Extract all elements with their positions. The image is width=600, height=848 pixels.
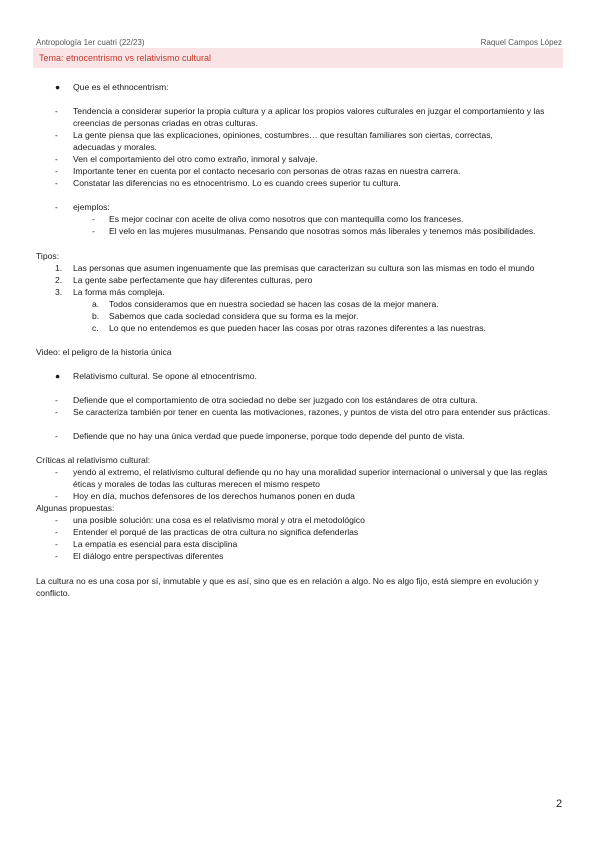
dash-marker: - xyxy=(55,527,58,537)
topic-banner: Tema: etnocentrismo vs relativismo cultural xyxy=(33,48,563,68)
conclusion-paragraph: La cultura no es una cosa por sí, inmutable y que es así, sino que es en relación a algo. No es algo fijo, está siempre en evolución y conflicto. xyxy=(36,576,539,598)
critica-item: Hoy en día, muchos defensores de los derechos humanos ponen en duda xyxy=(73,491,355,501)
page-number: 2 xyxy=(556,798,563,810)
propuesta-item: una posible solución: una cosa es el relativismo moral y otra el metodológico xyxy=(73,515,365,525)
subtipo-item: Todos consideramos que en nuestra sociedad se hacen las cosas de la mejor manera. xyxy=(109,299,439,309)
tipos-heading: Tipos: xyxy=(36,251,60,261)
critica-item: yendo al extremo, el relativismo cultural defiende qu no hay una moralidad superior internacional o universal y que las reglas éticas y morales de todas las culturas merecen el mismo respeto xyxy=(73,467,548,489)
relativismo-item: Defiende que no hay una única verdad que puede imponerse, porque todo depende del punto de vista. xyxy=(73,431,465,441)
header-author: Raquel Campos López xyxy=(480,38,562,47)
dash-marker: - xyxy=(55,467,58,477)
example-item: Es mejor cocinar con aceite de oliva como nosotros que con mantequilla como los franceses. xyxy=(109,214,464,224)
bullet-dot: ● xyxy=(55,82,61,92)
question-heading: Que es el ethnocentrism: xyxy=(73,82,169,92)
propuesta-item: Entender el porqué de las practicas de otra cultura no significa defenderlas xyxy=(73,527,359,537)
propuesta-item: La empatía es esencial para esta disciplina xyxy=(73,539,238,549)
definition-item: La gente piensa que las explicaciones, opiniones, costumbres… que resultan familiares son ciertas, correctas, adecuadas y morales. xyxy=(73,130,493,152)
example-item: El velo en las mujeres musulmanas. Pensando que nosotras somos más liberales y tenemos más posibilidades. xyxy=(109,226,536,236)
definition-item: Constatar las diferencias no es etnocentrismo. Lo es cuando crees superior tu cultura. xyxy=(73,178,401,188)
subtipo-item: Sabemos que cada sociedad considera que su forma es la mejor. xyxy=(109,311,359,321)
definition-item: Tendencia a considerar superior la propia cultura y a aplicar los propios valores culturales en juzgar el comportamiento y las creencias de personas criadas en otras culturas. xyxy=(73,106,545,128)
list-letter: c. xyxy=(92,323,99,333)
list-letter: b. xyxy=(92,311,100,321)
list-number: 2. xyxy=(55,275,63,285)
propuestas-heading: Algunas propuestas: xyxy=(36,503,115,513)
dash-marker: - xyxy=(55,202,58,212)
definition-item: Ven el comportamiento del otro como extraño, inmoral y salvaje. xyxy=(73,154,318,164)
dash-marker: - xyxy=(55,395,58,405)
criticas-heading: Críticas al relativismo cultural: xyxy=(36,455,151,465)
dash-marker: - xyxy=(92,226,95,236)
tipo-item: Las personas que asumen ingenuamente que las premisas que caracterizan su cultura son las mismas en todo el mundo xyxy=(73,263,535,273)
relativismo-item: Se caracteriza también por tener en cuenta las motivaciones, razones, y puntos de vista del otro para entender sus prácticas. xyxy=(73,407,551,417)
dash-marker: - xyxy=(55,491,58,501)
dash-marker: - xyxy=(55,551,58,561)
dash-marker: - xyxy=(55,106,58,116)
dash-marker: - xyxy=(55,178,58,188)
bullet-dot: ● xyxy=(55,371,61,381)
dash-marker: - xyxy=(55,130,58,140)
dash-marker: - xyxy=(55,166,58,176)
dash-marker: - xyxy=(55,539,58,549)
dash-marker: - xyxy=(55,431,58,441)
tipo-item: La gente sabe perfectamente que hay diferentes culturas, pero xyxy=(73,275,313,285)
dash-marker: - xyxy=(55,407,58,417)
examples-label: ejemplos: xyxy=(73,202,110,212)
list-number: 1. xyxy=(55,263,63,273)
tipo-item: La forma más compleja. xyxy=(73,287,165,297)
dash-marker: - xyxy=(55,154,58,164)
propuesta-item: El diálogo entre perspectivas diferentes xyxy=(73,551,224,561)
relativismo-heading: Relativismo cultural. Se opone al etnocentrismo. xyxy=(73,371,257,381)
subtipo-item: Lo que no entendemos es que pueden hacer las cosas por otras razones diferentes a las nuestras. xyxy=(109,323,486,333)
list-number: 3. xyxy=(55,287,63,297)
video-heading: Video: el peligro de la historia única xyxy=(36,347,172,357)
relativismo-item: Defiende que el comportamiento de otra sociedad no debe ser juzgado con los estándares de otra cultura. xyxy=(73,395,478,405)
list-letter: a. xyxy=(92,299,100,309)
dash-marker: - xyxy=(92,214,95,224)
definition-item: Importante tener en cuenta por el contacto necesario con personas de otras razas en nuestra carrera. xyxy=(73,166,461,176)
dash-marker: - xyxy=(55,515,58,525)
header-course: Antropología 1er cuatri (22/23) xyxy=(36,38,145,47)
